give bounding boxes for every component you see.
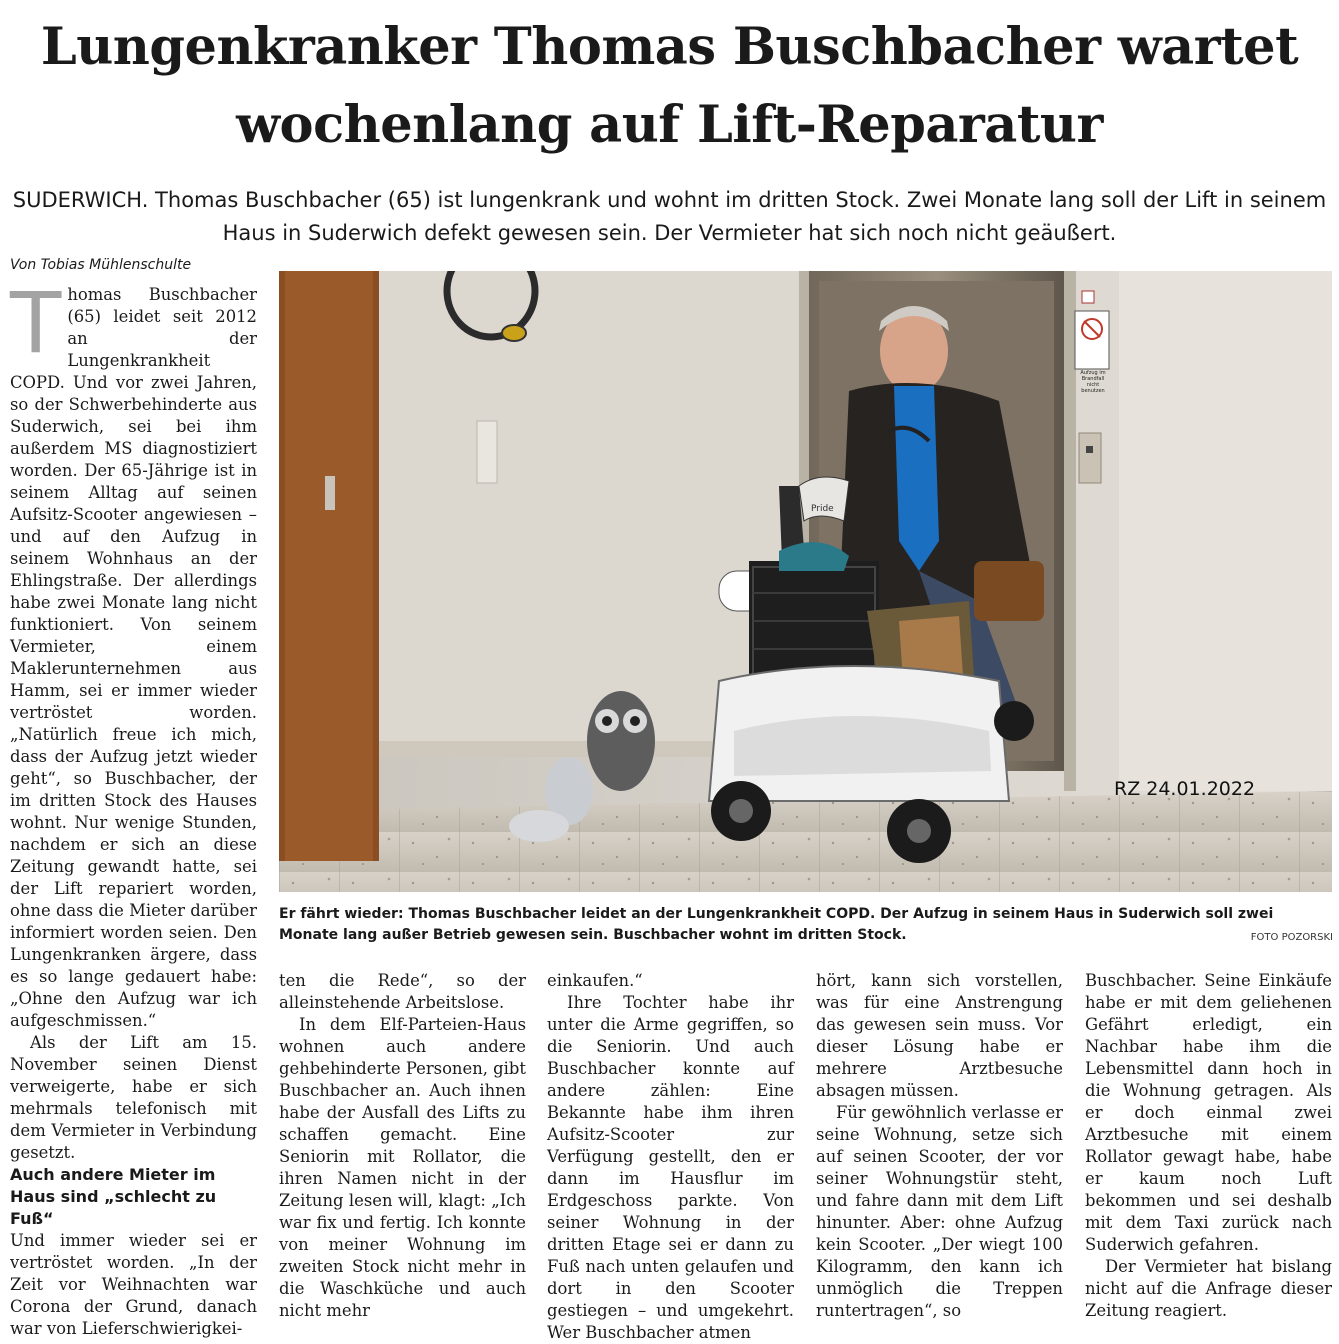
article-paragraph: Ihre Tochter habe ihr unter die Arme gegriffen, so die Seniorin. Und auch Buschbacher konnte auf andere zählen: Eine Bekannte habe ihm ihren Aufsitz-Scooter zur Verfügung gestellt, den er dann im Hausflur im Erdgeschoss parkte. Von seiner Wohnung in der dritten Etage sei er dann zu Fuß nach unten gelaufen und dort in den Scooter gestiegen – und umgekehrt. Wer Buschbacher atmen [547,993,794,1342]
article-paragraph: Und immer wieder sei er vertröstet worden. „In der Zeit vor Weihnachten war Corona der Grund, danach war von Lieferschwierigkei- [10,1231,257,1338]
article-paragraph: Als der Lift am 15. November seinen Dienst verweigerte, habe er sich mehrmals telefonisch mit dem Vermieter in Verbindung gesetzt. [10,1033,257,1162]
article-paragraph: Der Vermieter hat bislang nicht auf die Anfrage dieser Zeitung reagiert. [1085,1257,1332,1320]
article-photo [279,271,1332,892]
article-subheading: Auch andere Mieter im Haus sind „schlecht zu Fuß“ [10,1165,217,1228]
article-text: homas Buschbacher (65) leidet seit 2012 an der Lungenkrankheit COPD. Und vor zwei Jahren, so der Schwerbehinderte aus Suderwich, sei bei ihm außerdem MS diagnostiziert worden. Der 65-Jährige ist in seinem Alltag auf seinen Aufsitz-Scooter angewiesen – und auf den Aufzug in seinem Wohnhaus an der Ehlingstraße. Der allerdings habe zwei Monate lang nicht funktioniert. Von seinem Vermieter, einem Maklerunternehmen aus Hamm, sei er immer wieder vertröstet worden. „Natürlich freue ich mich, dass der Aufzug jetzt wieder geht“, so Buschbacher, der im dritten Stock des Hauses wohnt. Nur wenige Stunden, nachdem er sich an diese Zeitung gewandt hatte, sei der Lift repariert worden, ohne dass die Mieter darüber informiert worden seien. Den Lungenkranken ärgere, dass es so lange gedauert habe: „Ohne den Aufzug war ich aufgeschmissen.“ [10,285,257,1030]
drop-cap: T [10,274,62,372]
article-column-5 [1085,970,1332,1322]
author-byline: Von Tobias Mühlenschulte [10,257,192,273]
article-column-1 [10,274,257,1340]
photo-caption: Er fährt wieder: Thomas Buschbacher leidet an der Lungenkrankheit COPD. Der Aufzug in seinem Haus in Suderwich soll zwei Monate lang außer Betrieb gewesen sein. Buschbacher wohnt im dritten Stock. [279,906,1274,943]
article-paragraph: einkaufen.“ [547,971,643,990]
article-column-2 [279,970,526,1322]
article-paragraph: hört, kann sich vorstellen, was für eine Anstrengung das gewesen sein muss. Vor dieser Lösung habe er mehrere Arztbesuche absagen müssen. [816,971,1063,1100]
article-paragraph [10,274,257,1032]
article-paragraph: ten die Rede“, so der alleinstehende Arbeitslose. [279,971,526,1012]
article-column-4 [816,970,1063,1322]
headline: Lungenkranker Thomas Buschbacher wartet wochenlang auf Lift-Reparatur [40,17,1299,155]
article-column-3 [547,970,794,1344]
lead-paragraph: SUDERWICH. Thomas Buschbacher (65) ist lungenkrank und wohnt im dritten Stock. Zwei Monate lang soll der Lift in seinem Haus in Suderwich defekt gewesen sein. Der Vermieter hat sich noch nicht geäußert. [12,188,1327,245]
scooter-brand-label: Pride [811,504,834,514]
article-paragraph: In dem Elf-Parteien-Haus wohnen auch andere gehbehinderte Personen, gibt Buschbacher an. Auch ihnen habe der Ausfall des Lifts zu schaffen gemacht. Eine Seniorin mit Rollator, die ihren Namen nicht in der Zeitung lesen will, klagt: „Ich war fix und fertig. Ich konnte von meiner Wohnung im zweiten Stock nicht mehr in die Waschküche und auch nicht mehr [279,1015,526,1320]
photo-credit: FOTO POZORSKI [1250,932,1333,943]
elevator-sign: Aufzug im Brandfall nicht benutzen [1080,370,1106,394]
article-paragraph: Für gewöhnlich verlasse er seine Wohnung, setze sich auf seinen Scooter, der vor seiner Wohnungstür steht, und fahre dann mit dem Lift hinunter. Aber: ohne Aufzug kein Scooter. „Der wiegt 100 Kilogramm, den kann ich unmöglich die Treppen runtertragen“, so [816,1103,1063,1320]
date-stamp: RZ 24.01.2022 [1114,778,1256,800]
article-paragraph: Buschbacher. Seine Einkäufe habe er mit dem geliehenen Gefährt erledigt, ein Nachbar habe ihm die Lebensmittel dann hoch in die Wohnung getragen. Als er doch einmal zwei Arztbesuche mit einem Rollator gewagt habe, habe er kaum noch Luft bekommen und sei deshalb mit dem Taxi zurück nach Suderwich gefahren. [1085,971,1332,1254]
